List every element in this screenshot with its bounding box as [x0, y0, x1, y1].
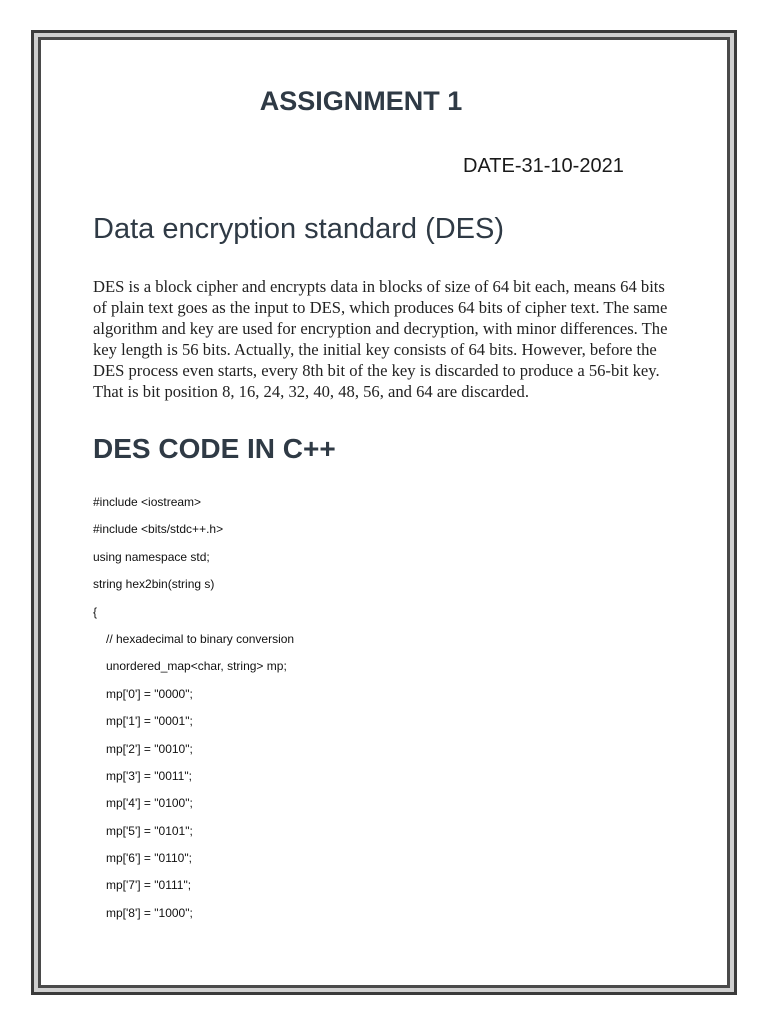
code-line: mp['1'] = "0001";: [106, 714, 193, 729]
code-line: // hexadecimal to binary conversion: [106, 631, 295, 646]
code-line: {: [93, 604, 98, 619]
code-line: unordered_map<char, string> mp;: [106, 659, 287, 674]
code-listing: [93, 493, 653, 931]
intro-paragraph: DES is a block cipher and encrypts data in blocks of size of 64 bit each, means 64 bits of plain text goes as the input to DES, which produces 64 bits of cipher text. The same algorithm and key are used for encryption and decryption, with minor differences. The key length is 56 bits. Actually, the initial key consists of 64 bits. However, before the DES process even starts, every 8th bit of the key is discarded to produce a 56-bit key. That is bit position 8, 16, 24, 32, 40, 48, 56, and 64 are discarded.: [93, 277, 668, 401]
code-line: #include <iostream>: [93, 495, 202, 509]
code-line: using namespace std;: [93, 549, 210, 564]
code-line: mp['0'] = "0000";: [106, 686, 193, 701]
code-line: mp['2'] = "0010";: [106, 741, 193, 756]
code-line: mp['5'] = "0101";: [106, 823, 193, 838]
code-line: string hex2bin(string s): [93, 577, 215, 592]
section-heading-des: Data encryption standard (DES): [93, 213, 505, 245]
code-line: #include <bits/stdc++.h>: [93, 522, 224, 537]
section-heading-code: DES CODE IN C++: [93, 433, 336, 464]
assignment-date: DATE-31-10-2021: [463, 155, 624, 177]
code-line: mp['7'] = "0111";: [106, 878, 192, 893]
assignment-title: ASSIGNMENT 1: [259, 86, 463, 116]
code-line: mp['4'] = "0100";: [106, 796, 193, 811]
code-line: mp['6'] = "0110";: [106, 851, 192, 866]
code-line: mp['3'] = "0011";: [106, 768, 192, 783]
code-line: mp['8'] = "1000";: [106, 905, 193, 920]
